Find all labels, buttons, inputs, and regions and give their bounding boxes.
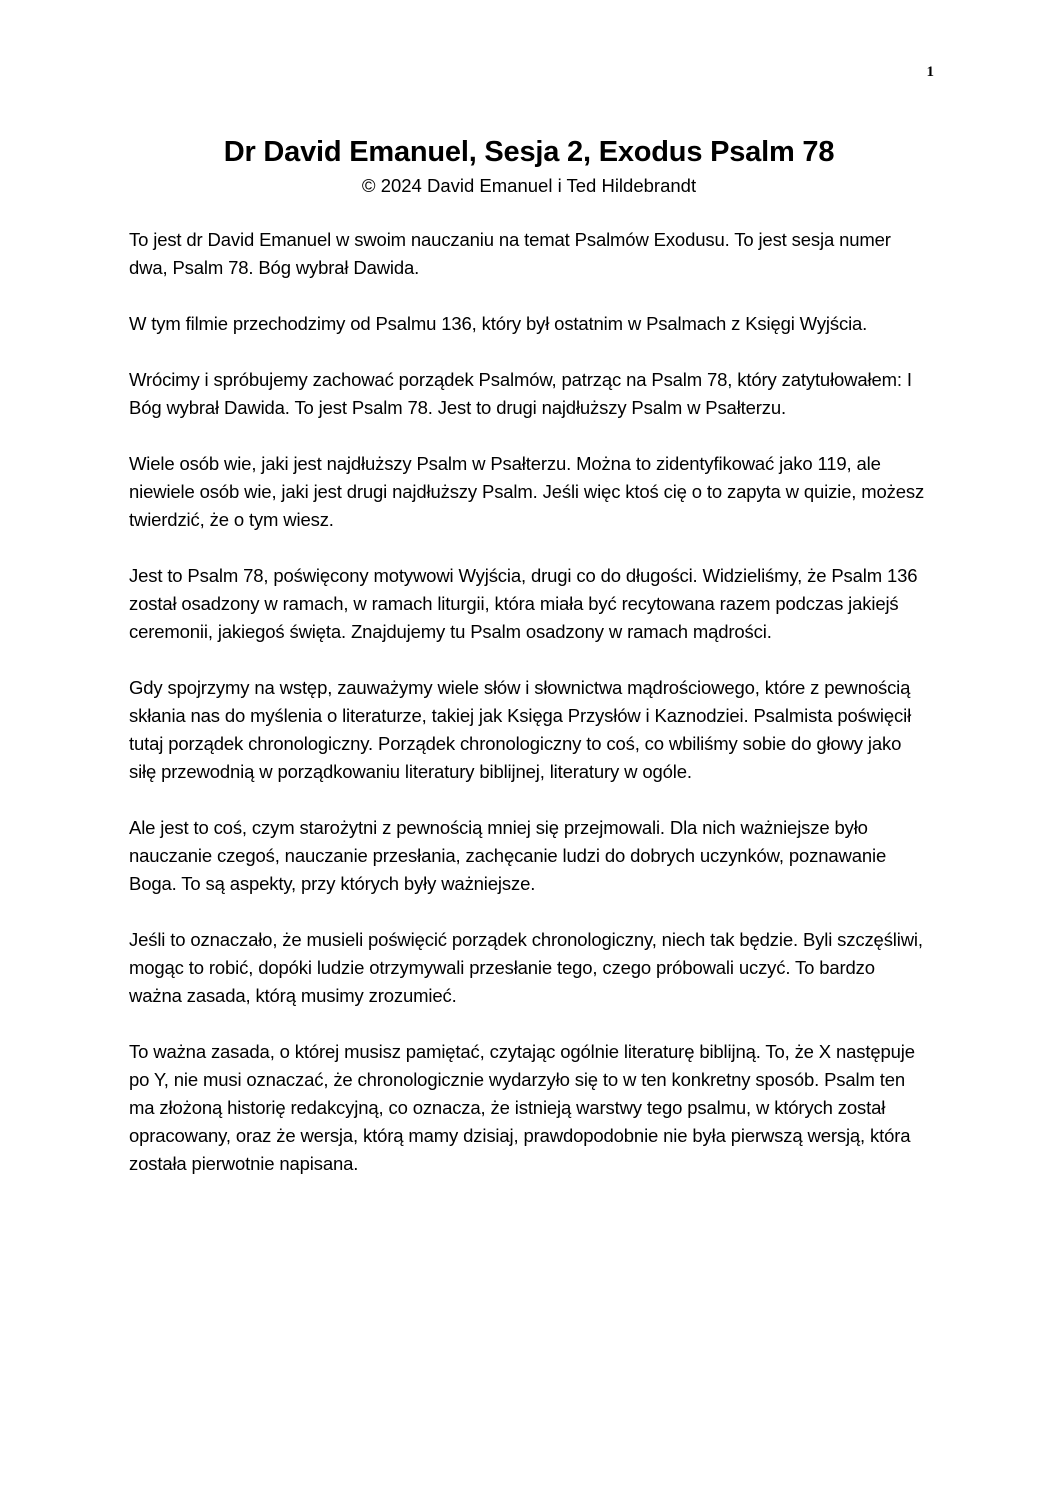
page-number: 1 — [926, 64, 934, 80]
paragraph: To ważna zasada, o której musisz pamiętać, czytając ogólnie literaturę biblijną. To, że X następuje po Y, nie musi oznaczać, że chronologicznie wydarzyło się to w ten konkretny sposób. Psalm ten ma złożoną historię redakcyjną, co oznacza, że istnieją warstwy tego psalmu, w których został opracowany, oraz że wersja, którą mamy dzisiaj, prawdopodobnie nie była pierwszą wersją, która została pierwotnie napisana. — [129, 1041, 915, 1174]
paragraph: Wrócimy i spróbujemy zachować porządek Psalmów, patrząc na Psalm 78, który zatytułowałem: I Bóg wybrał Dawida. To jest Psalm 78. Jest to drugi najdłuższy Psalm w Psałterzu. — [129, 369, 912, 418]
paragraph: Wiele osób wie, jaki jest najdłuższy Psalm w Psałterzu. Można to zidentyfikować jako 119, ale niewiele osób wie, jaki jest drugi najdłuższy Psalm. Jeśli więc ktoś cię o to zapyta w quizie, możesz twierdzić, że o tym wiesz. — [129, 453, 925, 530]
paragraph: Gdy spojrzymy na wstęp, zauważymy wiele słów i słownictwa mądrościowego, które z pewnością skłania nas do myślenia o literaturze, takiej jak Księga Przysłów i Kaznodziei. Psalmista poświęcił tutaj porządek chronologiczny. Porządek chronologiczny to coś, co wbiliśmy sobie do głowy jako siłę przewodnią w porządkowaniu literatury biblijnej, literatury w ogóle. — [129, 677, 912, 782]
paragraph: Jeśli to oznaczało, że musieli poświęcić porządek chronologiczny, niech tak będzie. Byli szczęśliwi, mogąc to robić, dopóki ludzie otrzymywali przesłanie tego, czego próbowali uczyć. To bardzo ważna zasada, którą musimy zrozumieć. — [129, 929, 923, 1006]
paragraph: W tym filmie przechodzimy od Psalmu 136, który był ostatnim w Psalmach z Księgi Wyjścia. — [129, 313, 868, 334]
document-body — [129, 226, 929, 1206]
document-title: Dr David Emanuel, Sesja 2, Exodus Psalm 78 — [223, 136, 835, 168]
paragraph: Ale jest to coś, czym starożytni z pewnością mniej się przejmowali. Dla nich ważniejsze było nauczanie czegoś, nauczanie przesłania, zachęcanie ludzi do dobrych uczynków, poznawanie Boga. To są aspekty, przy których były ważniejsze. — [129, 817, 887, 894]
copyright-line: © 2024 David Emanuel i Ted Hildebrandt — [361, 175, 697, 196]
paragraph: To jest dr David Emanuel w swoim nauczaniu na temat Psalmów Exodusu. To jest sesja numer dwa, Psalm 78. Bóg wybrał Dawida. — [129, 229, 891, 278]
paragraph: Jest to Psalm 78, poświęcony motywowi Wyjścia, drugi co do długości. Widzieliśmy, że Psalm 136 został osadzony w ramach, w ramach liturgii, która miała być recytowana razem podczas jakiejś ceremonii, jakiegoś święta. Znajdujemy tu Psalm osadzony w ramach mądrości. — [129, 565, 918, 642]
